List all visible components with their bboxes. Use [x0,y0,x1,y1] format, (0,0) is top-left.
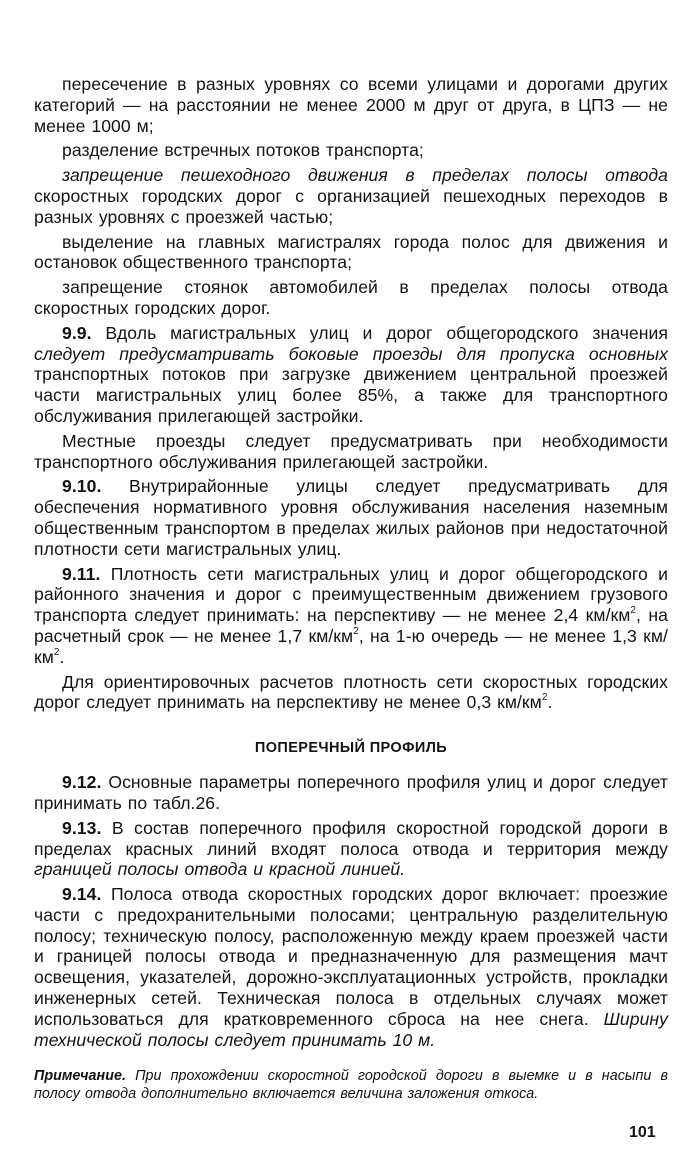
paragraph-text: . [59,646,65,667]
paragraph-text: Для ориентировочных расчетов плотность сети скоростных городских дорог следует принимать на перспективу не менее 0,3 км/км [34,671,668,713]
paragraph-text: выделение на главных магистралях города полос для движения и остановок общественного транспорта; [34,231,668,273]
paragraph-text: . [547,692,553,713]
section-9-11-estimates [34,672,668,714]
paragraph-text: разделение встречных потоков транспорта; [62,140,424,161]
footnote [34,1068,668,1103]
section-9-11 [34,564,668,668]
paragraph-text: Внутрирайонные улицы следует предусматривать для обеспечения нормативного уровня обслуживания населения наземным общественным транспортом в пределах жилых районов при недостаточной плотности сети магистральных улиц. [34,476,668,559]
superscript: 2 [630,605,637,617]
section-9-10 [34,476,668,559]
section-number: 9.12. [62,772,102,793]
page-number: 101 [629,1124,656,1141]
paragraph-text: Плотность сети магистральных улиц и дорог общегородского и районного значения и дорог с преимущественным движением грузового транспорта следует принимать: на перспективу — не менее 2,4 км/км [34,563,668,626]
section-number: 9.13. [62,817,102,838]
document-page [34,74,668,1103]
footnote-label: Примечание. [34,1068,127,1085]
paragraph-text: В состав поперечного профиля скоростной городской дороги в пределах красных линий входят полоса отвода и территория между [34,817,668,859]
footnote-text: При прохождении скоростной городской дороги в выемке и в насыпи в полосу отвода дополнительно включается величина заложения откоса. [34,1068,668,1102]
paragraph-pedestrian-ban [34,165,668,227]
italic-text: границей полосы отвода и красной линией. [34,859,406,880]
paragraph-text: Основные параметры поперечного профиля улиц и дорог следует принимать по табл.26. [34,772,668,813]
paragraph-text: , на расчетный срок — не менее 1,7 км/км [34,605,668,646]
section-number: 9.10. [62,476,102,497]
paragraph-text: скоростных городских дорог с организацией пешеходных переходов в разных уровнях с проезжей частью; [34,185,668,227]
paragraph-grade-separation [34,74,668,136]
section-heading: ПОПЕРЕЧНЫЙ ПРОФИЛЬ [254,740,448,757]
italic-text: следует предусматривать боковые проезды для пропуска основных [34,343,668,364]
paragraph-text: пересечение в разных уровнях со всеми улицами и дорогами других категорий — на расстоянии не менее 2000 м друг от друга, в ЦПЗ — не менее 1000 м; [34,74,668,136]
paragraph-text: транспортных потоков при загрузке движением центральной проезжей части магистральных улиц более 85%, а также для транспортного обслуживания прилегающей застройки. [34,364,668,426]
section-9-9 [34,323,668,427]
paragraph-text: Вдоль магистральных улиц и дорог общегородского значения [91,322,668,343]
paragraph-traffic-separation [34,140,668,161]
superscript: 2 [353,626,359,638]
section-9-13 [34,818,668,880]
section-9-9-local-roads [34,431,668,473]
paragraph-transit-lanes [34,232,668,274]
paragraph-text: запрещение стоянок автомобилей в пределах полосы отвода скоростных городских дорог. [34,277,668,318]
italic-text: Ширину технической полосы следует принимать 10 м. [34,1008,668,1050]
section-number: 9.11. [62,563,101,584]
superscript: 2 [53,646,60,658]
italic-text: запрещение пешеходного движения в пределах полосы отвода [62,165,668,186]
section-9-12 [34,772,668,814]
paragraph-text: Местные проезды следует предусматривать при необходимости транспортного обслуживания прилегающей застройки. [34,430,668,472]
paragraph-text: Полоса отвода скоростных городских дорог включает: проезжие части с предохранительными полосами; центральную разделительную полосу; техническую полосу, расположенную между краем проезжей части и границей полосы отвода и предназначенную для размещения мачт освещения, указателей, дорожно-эксплуатационных устройств, прокладки инженерных сетей. Техническая полоса в отдельных случаях может использоваться для кратковременного сброса на нее снега. [34,884,668,1029]
section-number: 9.9. [62,322,92,343]
paragraph-text: , на 1-ю очередь — не менее 1,3 км/км [34,625,668,667]
section-9-14 [34,884,668,1050]
paragraph-parking-ban [34,277,668,319]
section-number: 9.14. [62,884,102,905]
superscript: 2 [541,692,548,704]
